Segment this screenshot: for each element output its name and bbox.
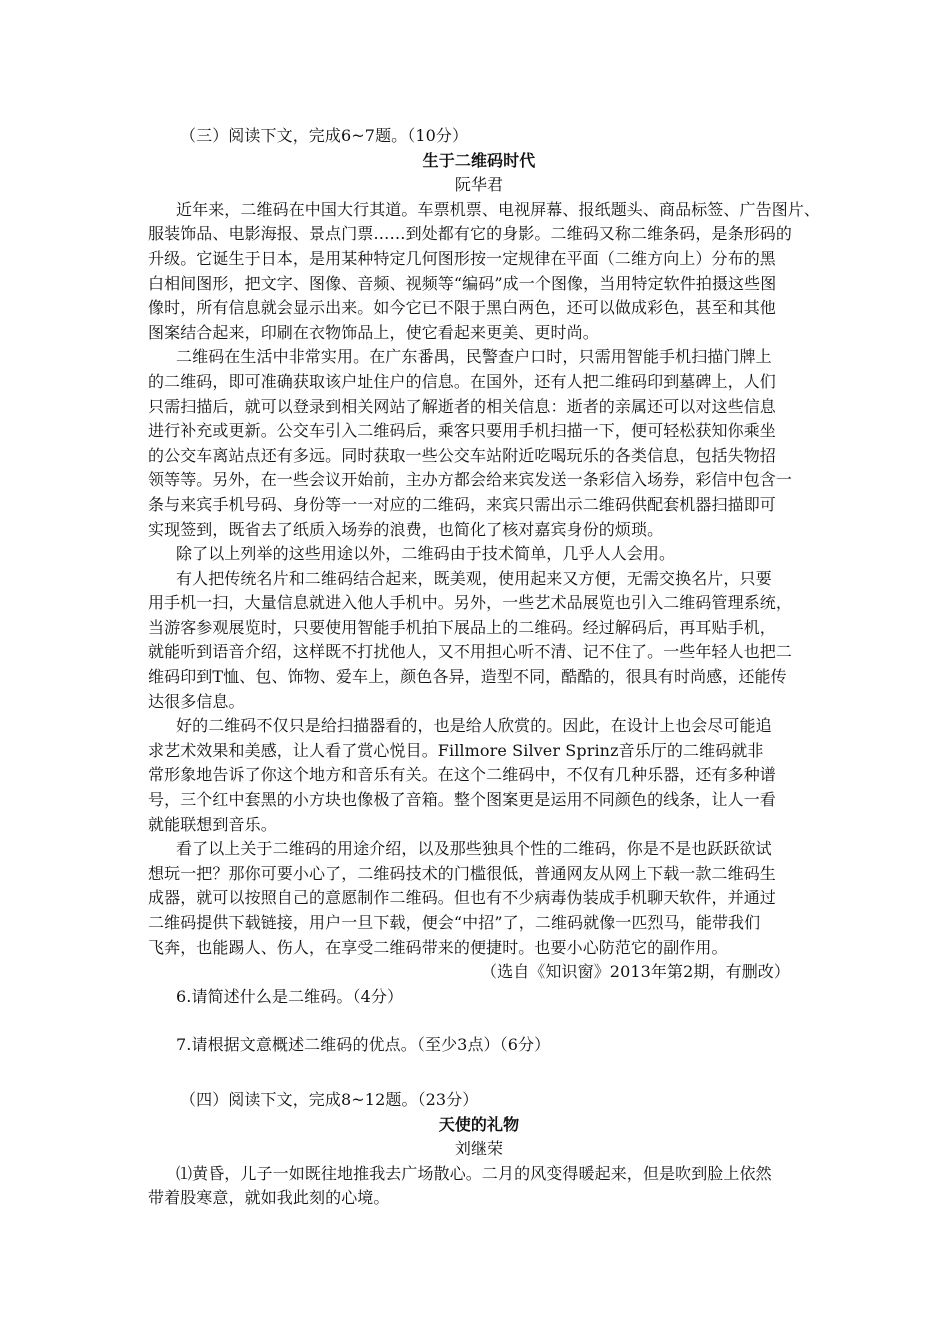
- section4-article: [148, 1162, 810, 1211]
- section4-title: 天使的礼物: [438, 1114, 520, 1134]
- answer-space-6: [148, 1009, 810, 1033]
- question-7: 7.请根据文意概述二维码的优点。（至少3点）（6分）: [176, 1035, 551, 1055]
- answer-space-7: [148, 1058, 810, 1088]
- para1-line: 白相间图形，把文字、图像、音频、视频等“编码”成一个图像，当用特定软件拍摄这些图: [148, 273, 777, 293]
- para5-line: 号，三个红中套黑的小方块也像极了音箱。整个图案更是运用不同颜色的线条，让人一看: [148, 790, 776, 810]
- para2-line: 实现签到，既省去了纸质入场券的浪费，也简化了核对嘉宾身份的烦琐。: [148, 519, 664, 539]
- para6-line: 看了以上关于二维码的用途介绍，以及那些独具个性的二维码，你是不是也跃跃欲试: [176, 839, 772, 859]
- document-content: [148, 124, 821, 1211]
- para2-line: 只需扫描后，就可以登录到相关网站了解逝者的相关信息：逝者的亲属还可以对这些信息: [148, 396, 776, 416]
- para2-line: 领等等。另外，在一些会议开始前，主办方都会给来宾发送一条彩信入场券，彩信中包含一: [148, 470, 793, 490]
- para1-line: 升级。它诞生于日本，是用某种特定几何图形按一定规律在平面（二维方向上）分布的黑: [148, 248, 776, 268]
- para1-line: 近年来，二维码在中国大行其道。车票机票、电视屏幕、报纸题头、商品标签、广告图片、: [176, 199, 821, 219]
- section3-heading: （三）阅读下文，完成6~7题。（10分）: [180, 126, 469, 145]
- para2-line: 条与来宾手机号码、身份等一一对应的二维码，来宾只需出示二维码供配套机器扫描即可: [148, 494, 776, 514]
- section3-title: 生于二维码时代: [422, 150, 536, 170]
- story-para1-line: 带着股寒意，就如我此刻的心境。: [148, 1188, 390, 1208]
- section4-author: 刘继荣: [454, 1139, 504, 1159]
- question-6: 6.请简述什么是二维码。（4分）: [176, 986, 404, 1006]
- para5-line: 常形象地告诉了你这个地方和音乐有关。在这个二维码中，不仅有几种乐器，还有多种谱: [148, 765, 776, 785]
- article-source: （选自《知识窗》2013年第2期，有删改）: [481, 962, 790, 982]
- para3-line: 除了以上列举的这些用途以外，二维码由于技术简单，几乎人人会用。: [176, 544, 676, 564]
- story-para1-line: ⑴黄昏，儿子一如既往地推我去广场散心。二月的风变得暖起来，但是吹到脸上依然: [176, 1163, 772, 1183]
- para6-line: 想玩一把？那你可要小心了，二维码技术的门槛很低，普通网友从网上下载一款二维码生: [148, 863, 776, 883]
- para1-line: 图案结合起来，印刷在衣物饰品上，使它看起来更美、更时尚。: [148, 322, 599, 342]
- para5-line: 好的二维码不仅只是给扫描器看的，也是给人欣赏的。因此，在设计上也会尽可能追: [176, 716, 772, 736]
- para2-line: 进行补充或更新。公交车引入二维码后，乘客只要用手机扫描一下，便可轻松获知你乘坐: [148, 421, 776, 441]
- section3-author: 阮华君: [454, 175, 504, 195]
- para4-line: 维码印到T恤、包、饰物、爱车上，颜色各异，造型不同，酷酷的，很具有时尚感，还能传: [148, 667, 787, 687]
- para4-line: 就能听到语音介绍，这样既不打扰他人，又不用担心听不清、记不住了。一些年轻人也把二: [148, 642, 793, 662]
- para6-line: 成器，就可以按照自己的意愿制作二维码。但也有不少病毒伪装成手机聊天软件，并通过: [148, 888, 776, 908]
- para5-line: 就能联想到音乐。: [148, 814, 277, 834]
- para1-line: 服装饰品、电影海报、景点门票……到处都有它的身影。二维码又称二维条码，是条形码的: [148, 224, 793, 244]
- section4-heading: （四）阅读下文，完成8~12题。（23分）: [180, 1089, 479, 1109]
- para6-line: 二维码提供下载链接，用户一旦下载，便会“中招”了，二维码就像一匹烈马，能带我们: [148, 913, 761, 932]
- para4-line: 用手机一扫，大量信息就进入他人手机中。另外，一些艺术品展览也引入二维码管理系统，: [148, 593, 793, 613]
- para2-line: 的二维码，即可准确获取该户址住户的信息。在国外，还有人把二维码印到墓碑上，人们: [148, 371, 776, 391]
- section3-article: [148, 198, 821, 960]
- para4-line: 有人把传统名片和二维码结合起来，既美观，使用起来又方便，无需交换名片，只要: [176, 568, 772, 588]
- para1-line: 像时，所有信息就会显示出来。如今它已不限于黑白两色，还可以做成彩色，甚至和其他: [148, 298, 776, 318]
- para4-line: 当游客参观展览时，只要使用智能手机拍下展品上的二维码。经过解码后，再耳贴手机，: [148, 617, 776, 637]
- para6-line: 飞奔，也能踢人、伤人，在享受二维码带来的便捷时。也要小心防范它的副作用。: [148, 937, 728, 957]
- para2-line: 二维码在生活中非常实用。在广东番禺，民警查户口时，只需用智能手机扫描门牌上: [176, 347, 772, 367]
- para2-line: 的公交车离站点还有多远。同时获取一些公交车站附近吃喝玩乐的各类信息，包括失物招: [148, 445, 776, 465]
- para4-line: 达很多信息。: [148, 691, 245, 711]
- para5-line: 求艺术效果和美感，让人看了赏心悦目。Fillmore Silver Sprinz音乐厅的二维码就非: [148, 740, 764, 760]
